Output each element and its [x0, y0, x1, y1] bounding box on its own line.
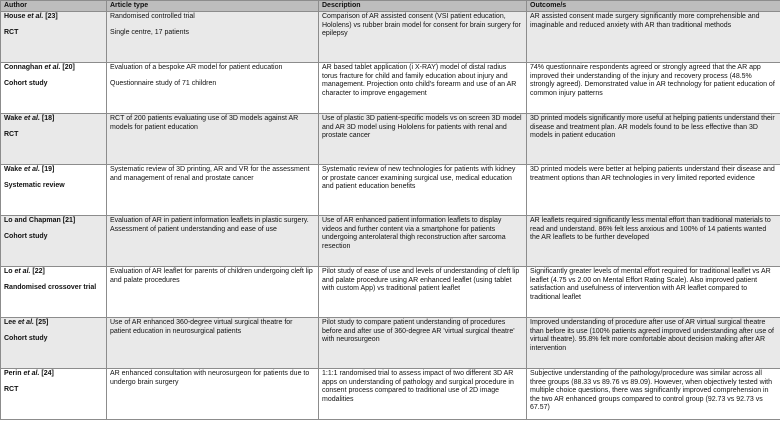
author-etal: et al.: [23, 166, 40, 174]
article-type-cell: [107, 114, 319, 165]
description-cell: AR based tablet application (i X-RAY) model of distal radius torus fracture for child and family education about injury and management. Projection onto child's forearm and use of an AR character to improve engagement: [319, 63, 527, 114]
study-design: RCT: [4, 28, 19, 36]
author-citation: [4, 217, 75, 224]
header-author: Author: [1, 1, 107, 12]
header-outcomes: Outcome/s: [527, 1, 780, 12]
author-name: Perin: [4, 370, 22, 378]
header-row: [1, 1, 780, 12]
author-citation: [4, 13, 58, 20]
study-design: Systematic review: [4, 181, 65, 189]
table-row: [1, 369, 780, 420]
study-design: RCT: [4, 385, 19, 393]
article-type-text: Evaluation of a bespoke AR model for patient education: [110, 64, 283, 72]
study-design: Cohort study: [4, 79, 48, 87]
author-citation: [4, 115, 54, 122]
article-type-detail: Single centre, 17 patients: [110, 28, 189, 36]
reference-number: [21]: [62, 217, 76, 225]
article-type-cell: [107, 318, 319, 369]
article-type-cell: [107, 216, 319, 267]
article-type-text: AR enhanced consultation with neurosurgeon for patients due to undergo brain surgery: [110, 370, 310, 386]
description-cell: 1:1:1 randomised trial to assess impact of two different 3D AR apps on understanding of pathology and surgical procedure in consent process compared to traditional use of 2D image modalities: [319, 369, 527, 420]
table-row: [1, 63, 780, 114]
article-type-cell: [107, 369, 319, 420]
author-citation: [4, 166, 54, 173]
study-design: Randomised crossover trial: [4, 283, 97, 291]
author-citation: [4, 268, 45, 275]
table-row: [1, 12, 780, 63]
author-etal: et al.: [44, 64, 61, 72]
author-etal: et al.: [14, 268, 31, 276]
author-cell: [1, 369, 107, 420]
author-cell: [1, 216, 107, 267]
article-type-cell: [107, 267, 319, 318]
author-name: Wake: [4, 115, 23, 123]
author-name: Lo and Chapman: [4, 217, 61, 225]
description-cell: Use of plastic 3D patient-specific models vs on screen 3D model and AR 3D model using Hololens for patients with renal and prostate cancer: [319, 114, 527, 165]
reference-number: [19]: [41, 166, 55, 174]
author-etal: et al.: [23, 115, 40, 123]
article-type-cell: [107, 63, 319, 114]
author-citation: [4, 319, 48, 326]
description-cell: Use of AR enhanced patient information leaflets to display videos and further content via a smartphone for patients undergoing anterolateral thigh reconstruction after sarcoma resection: [319, 216, 527, 267]
author-etal: et al.: [27, 13, 44, 21]
author-cell: [1, 114, 107, 165]
author-cell: [1, 318, 107, 369]
table-row: [1, 165, 780, 216]
article-type-text: Systematic review of 3D printing, AR and VR for the assessment and management of renal and prostate cancer: [110, 166, 310, 182]
article-type-text: Randomised controlled trial: [110, 13, 195, 21]
reference-number: [25]: [35, 319, 49, 327]
outcome-cell: Subjective understanding of the pathology/procedure was similar across all three groups (88.33 vs 89.76 vs 89.09). However, when objectively tested with multiple choice questions, there was significantly improved comprehension in the two AR enhanced groups compared to control group (92.73 vs 92.73 vs 67.57): [527, 369, 780, 420]
author-name: Wake: [4, 166, 23, 174]
description-cell: Comparison of AR assisted consent (VSI patient education, Hololens) vs rubber brain model for consent for brain surgery for epilepsy: [319, 12, 527, 63]
author-cell: [1, 267, 107, 318]
study-design: Cohort study: [4, 334, 48, 342]
author-name: House: [4, 13, 26, 21]
author-name: Lo: [4, 268, 13, 276]
study-design: RCT: [4, 130, 19, 138]
table-row: [1, 318, 780, 369]
article-type-text: RCT of 200 patients evaluating use of 3D models against AR models for patient education: [110, 115, 299, 131]
author-cell: [1, 12, 107, 63]
article-type-cell: [107, 165, 319, 216]
article-type-text: Use of AR enhanced 360-degree virtual surgical theatre for patient education in neurosurgical patients: [110, 319, 293, 335]
author-name: Lee: [4, 319, 17, 327]
reference-number: [18]: [41, 115, 55, 123]
outcome-cell: 3D printed models significantly more useful at helping patients understand their disease and treatment plan. AR models found to be less effective than 3D models in patient education: [527, 114, 780, 165]
author-etal: et al.: [23, 370, 40, 378]
article-type-cell: [107, 12, 319, 63]
reference-number: [23]: [45, 13, 58, 21]
study-design: Cohort study: [4, 232, 48, 240]
outcome-cell: AR assisted consent made surgery significantly more comprehensible and imaginable and reduced anxiety with AR than traditional methods: [527, 12, 780, 63]
reference-number: [22]: [32, 268, 45, 276]
article-type-detail: Questionnaire study of 71 children: [110, 79, 217, 87]
table-row: [1, 216, 780, 267]
author-etal: et al.: [18, 319, 34, 327]
author-name: Connaghan: [4, 64, 43, 72]
header-article-type: Article type: [107, 1, 319, 12]
author-citation: [4, 64, 75, 71]
outcome-cell: Significantly greater levels of mental effort required for traditional leaflet vs AR leaflet (4.75 vs 2.00 on Mental Effort Rating Scale). Also improved patient satisfaction and usefulness of intervention with AR leaflet compared to traditional leaflet: [527, 267, 780, 318]
table-row: [1, 114, 780, 165]
author-citation: [4, 370, 54, 377]
description-cell: Pilot study to compare patient understanding of procedures before and after use of 360-degree AR 'virtual surgical theatre' with neurosurgeon: [319, 318, 527, 369]
table-row: [1, 267, 780, 318]
reference-number: [20]: [62, 64, 75, 72]
header-description: Description: [319, 1, 527, 12]
description-cell: Pilot study of ease of use and levels of understanding of cleft lip and palate procedure using AR enhanced leaflet (using tablet with custom App) vs traditional patient leaflet: [319, 267, 527, 318]
outcome-cell: 3D printed models were better at helping patients understand their disease and treatment options than AR technologies in very limited reported evidence: [527, 165, 780, 216]
article-type-text: Evaluation of AR in patient information leaflets in plastic surgery. Assessment of patient understanding and ease of use: [110, 217, 309, 233]
description-cell: Systematic review of new technologies for patients with kidney or prostate cancer examining surgical use, medical education and patient education benefits: [319, 165, 527, 216]
outcome-cell: AR leaflets required significantly less mental effort than traditional materials to read and understand. 86% felt less anxious and 100% of 14 patients wanted the AR leaflets to be further developed: [527, 216, 780, 267]
author-cell: [1, 165, 107, 216]
author-cell: [1, 63, 107, 114]
outcome-cell: 74% questionnaire respondents agreed or strongly agreed that the AR app improved their understanding of the injury and recovery process (48.5% strongly agreed). Demonstrated value in AR technology for patient education of common injury patterns: [527, 63, 780, 114]
article-type-text: Evaluation of AR leaflet for parents of children undergoing cleft lip and palate procedures: [110, 268, 313, 284]
reference-number: [24]: [41, 370, 54, 378]
outcome-cell: Improved understanding of procedure after use of AR virtual surgical theatre than before its use (100% patients agreed improved understanding after use of virtual theatre). 95.8% felt more comfortable about decision making after AR intervention: [527, 318, 780, 369]
